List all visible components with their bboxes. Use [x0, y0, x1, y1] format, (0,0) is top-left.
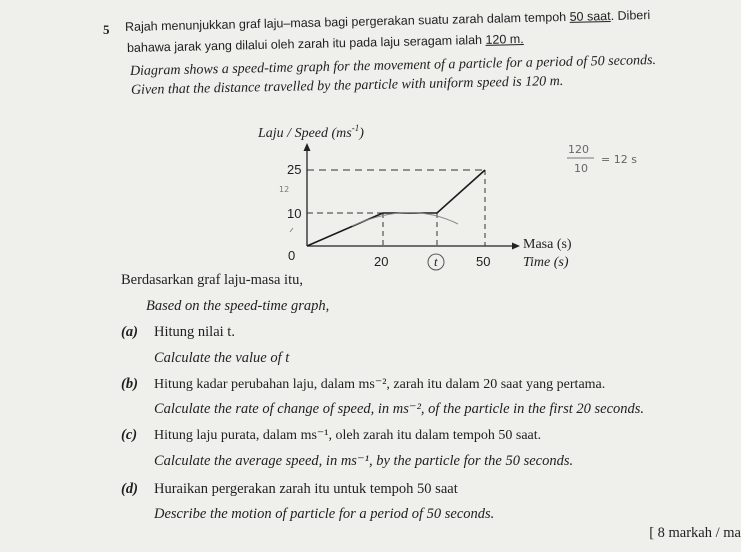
marks-label: [ 8 markah / ma — [649, 525, 741, 541]
part-c-malay: Hitung laju purata, dalam ms⁻¹, oleh zarah itu dalam tempoh 50 saat. — [154, 428, 542, 443]
x-tick-t: t — [434, 254, 438, 269]
x-tick-20: 20 — [374, 254, 389, 269]
part-d — [121, 481, 138, 498]
part-b-malay: Hitung kadar perubahan laju, dalam ms⁻², zarah itu dalam 20 saat yang pertama. — [154, 377, 606, 392]
part-a-malay: Hitung nilai t. — [154, 324, 235, 340]
x-label-english: Time (s) — [523, 255, 569, 270]
y-tick-0: 0 — [288, 248, 296, 263]
part-d-label: (d) — [121, 481, 138, 497]
part-a-english: Calculate the value of t — [154, 350, 290, 366]
question-malay-line-2: bahawa jarak yang dilalui oleh zarah itu pada laju seragam ialah 120 m. — [126, 31, 524, 55]
handwritten-y-mark: 12 — [279, 185, 290, 194]
part-d-english: Describe the motion of particle for a period of 50 seconds. — [154, 506, 495, 522]
y-axis-arrow — [304, 143, 311, 151]
part-b-label: (b) — [121, 376, 138, 392]
handwritten-curve — [352, 212, 458, 226]
period-value: 50 saat — [569, 8, 611, 24]
part-a — [121, 324, 138, 341]
part-a-label: (a) — [121, 324, 138, 340]
part-c — [121, 427, 137, 444]
handwritten-fraction-numerator: 120 — [568, 143, 589, 156]
question-english-line-1: Diagram shows a speed-time graph for the movement of a particle for a period of 50 seconds. — [129, 52, 657, 79]
y-tick-25: 25 — [287, 162, 302, 177]
speed-series-line — [307, 170, 485, 246]
question-english-line-2: Given that the distance travelled by the particle with uniform speed is 120 m. — [130, 73, 564, 98]
handwritten-result: = 12 s — [601, 153, 637, 166]
x-label-malay: Masa (s) — [523, 237, 572, 252]
x-tick-50: 50 — [476, 254, 491, 269]
question-malay-line-1: Rajah menunjukkan graf laju–masa bagi pergerakan suatu zarah dalam tempoh 50 saat. Diberi — [124, 8, 651, 34]
handwritten-fraction-denominator: 10 — [574, 162, 588, 175]
part-d-malay: Huraikan pergerakan zarah itu untuk tempoh 50 saat — [154, 481, 458, 497]
handwritten-tick — [290, 228, 293, 232]
part-c-english: Calculate the average speed, in ms⁻¹, by the particle for the 50 seconds. — [154, 453, 574, 469]
question-number: 5 — [103, 22, 110, 37]
graph-y-label: Laju / Speed $(ms^{-1})$ — [258, 123, 364, 141]
y-tick-10: 10 — [287, 206, 302, 221]
part-c-label: (c) — [121, 427, 138, 443]
x-axis-arrow — [512, 243, 520, 250]
distance-value: 120 m. — [485, 31, 524, 47]
part-b-english: Calculate the rate of change of speed, in ms⁻², of the particle in the first 20 seconds. — [154, 401, 645, 417]
prompt-english: Based on the speed-time graph, — [146, 298, 330, 314]
prompt-malay: Berdasarkan graf laju-masa itu, — [121, 272, 303, 288]
part-b — [121, 376, 138, 393]
